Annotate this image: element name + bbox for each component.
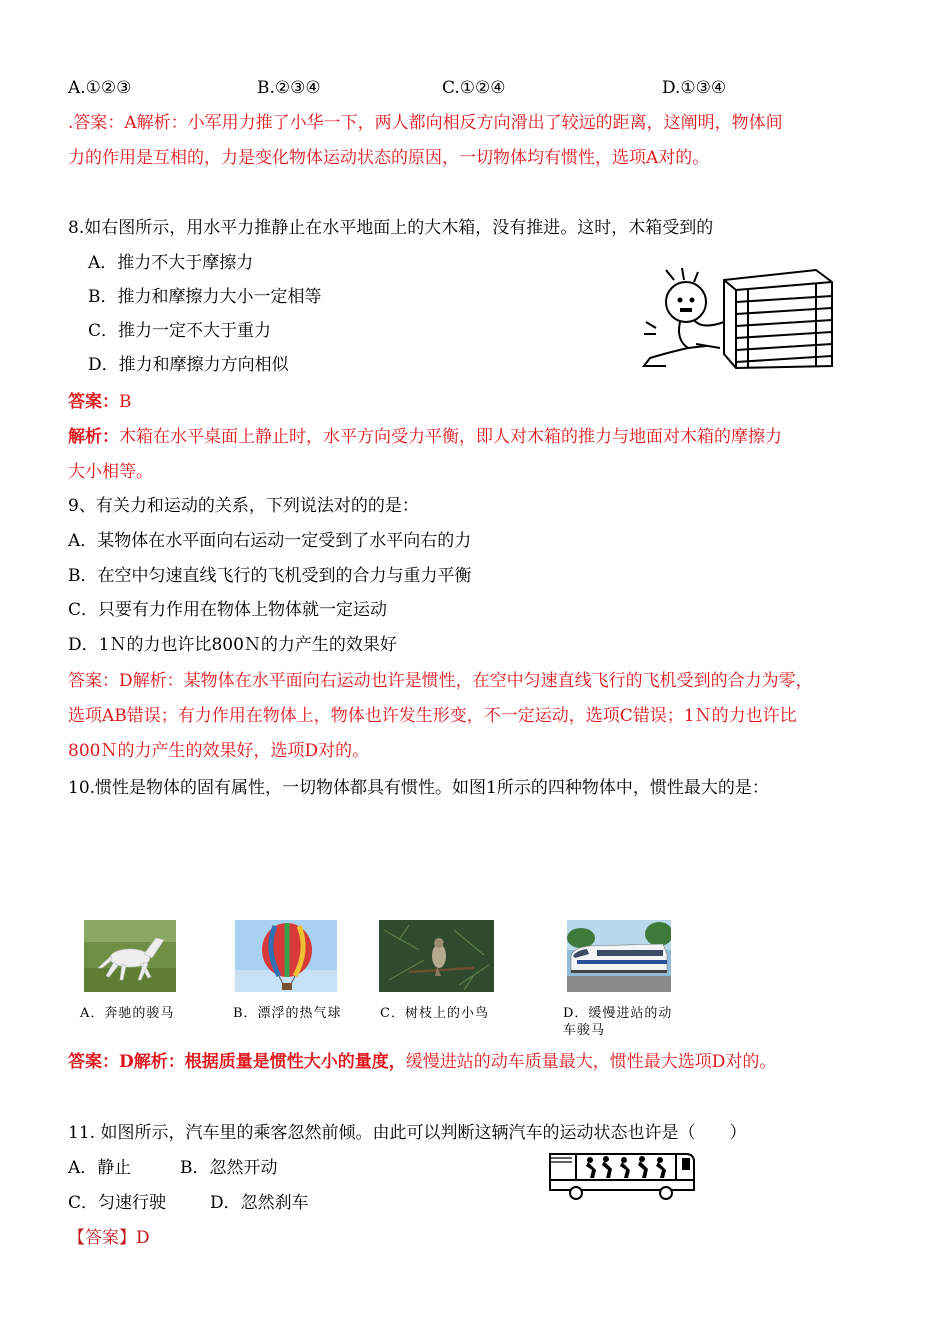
- caption-bird: C．树枝上的小鸟: [380, 1006, 489, 1021]
- caption-train: D．缓慢进站的动车骏马: [563, 1006, 673, 1038]
- bus-passengers-illustration: [546, 1148, 698, 1202]
- bullet-train-photo: [567, 920, 671, 992]
- q11-stem: 11. 如图所示，汽车里的乘客忽然前倾。由此可以判断这辆汽车的运动状态也许是（ ）: [68, 1123, 747, 1143]
- hot-air-balloon-photo: [235, 920, 337, 992]
- q8-option-d: D．推力和摩擦力方向相似: [88, 355, 289, 375]
- q9-answer-line1: 答案：D解析：某物体在水平面向右运动也许是惯性，在空中匀速直线飞行的飞机受到的合力为零，: [68, 671, 813, 691]
- q8-analysis-line2: 大小相等。: [68, 462, 153, 482]
- q11-option-c: C．匀速行驶: [68, 1193, 167, 1213]
- q7-option-b: B.②③④: [257, 78, 321, 98]
- q8-option-b: B．推力和摩擦力大小一定相等: [88, 287, 322, 307]
- q7-option-a: A.①②③: [68, 78, 132, 98]
- bird-on-branch-photo: [379, 920, 494, 992]
- q8-answer-label: 答案：: [68, 392, 119, 412]
- q11-option-a: A．静止: [68, 1158, 132, 1178]
- q8-answer: [68, 390, 132, 414]
- q8-answer-value: B: [119, 392, 132, 412]
- person-pushing-crate-illustration: [636, 262, 834, 372]
- q11-option-b: B．忽然开动: [180, 1158, 278, 1178]
- q9-answer-line2: 选项AB错误；有力作用在物体上，物体也许发生形变，不一定运动，选项C错误；1Ｎ的力也许比: [68, 706, 797, 726]
- horse-photo: [84, 920, 176, 992]
- q7-option-c: C.①②④: [442, 78, 506, 98]
- q8-option-c: C．推力一定不大于重力: [88, 321, 272, 341]
- caption-horse: A．奔驰的骏马: [80, 1006, 175, 1021]
- q10-stem: 10.惯性是物体的固有属性，一切物体都具有惯性。如图1所示的四种物体中，惯性最大的是：: [68, 778, 769, 798]
- q9-option-d: D．1Ｎ的力也许比800Ｎ的力产生的效果好: [68, 635, 397, 655]
- q8-stem: 8.如右图所示，用水平力推静止在水平地面上的大木箱，没有推进。这时，木箱受到的: [68, 218, 714, 238]
- q9-stem: 9、有关力和运动的关系，下列说法对的的是：: [68, 496, 419, 516]
- q10-answer: [68, 1050, 776, 1074]
- q11-answer: 【答案】D: [68, 1228, 150, 1248]
- q8-analysis-label: 解析：: [68, 427, 119, 447]
- q8-analysis-line1: [68, 425, 782, 449]
- q9-option-b: B．在空中匀速直线飞行的飞机受到的合力与重力平衡: [68, 566, 472, 586]
- q9-option-a: A．某物体在水平面向右运动一定受到了水平向右的力: [68, 531, 472, 551]
- q9-answer-line3: 800Ｎ的力产生的效果好，选项D对的。: [68, 741, 370, 761]
- q9-option-c: C．只要有力作用在物体上物体就一定运动: [68, 600, 388, 620]
- q11-option-d: D．忽然刹车: [210, 1193, 309, 1213]
- q7-option-d: D.①③④: [662, 78, 727, 98]
- caption-balloon: B．漂浮的热气球: [233, 1006, 342, 1021]
- q10-answer-bold: 答案：D解析：根据质量是惯性大小的量度，: [68, 1052, 406, 1072]
- q8-option-a: A．推力不大于摩擦力: [88, 253, 254, 273]
- q7-answer-line1: .答案：A解析：小军用力推了小华一下，两人都向相反方向滑出了较远的距离，这阐明，物体间: [68, 113, 783, 133]
- q8-analysis-text1: 木箱在水平桌面上静止时，水平方向受力平衡，即人对木箱的推力与地面对木箱的摩擦力: [119, 427, 782, 447]
- q7-answer-line2: 力的作用是互相的，力是变化物体运动状态的原因，一切物体均有惯性，选项A对的。: [68, 148, 710, 168]
- q10-answer-rest: 缓慢进站的动车质量最大，惯性最大选项D对的。: [405, 1052, 777, 1072]
